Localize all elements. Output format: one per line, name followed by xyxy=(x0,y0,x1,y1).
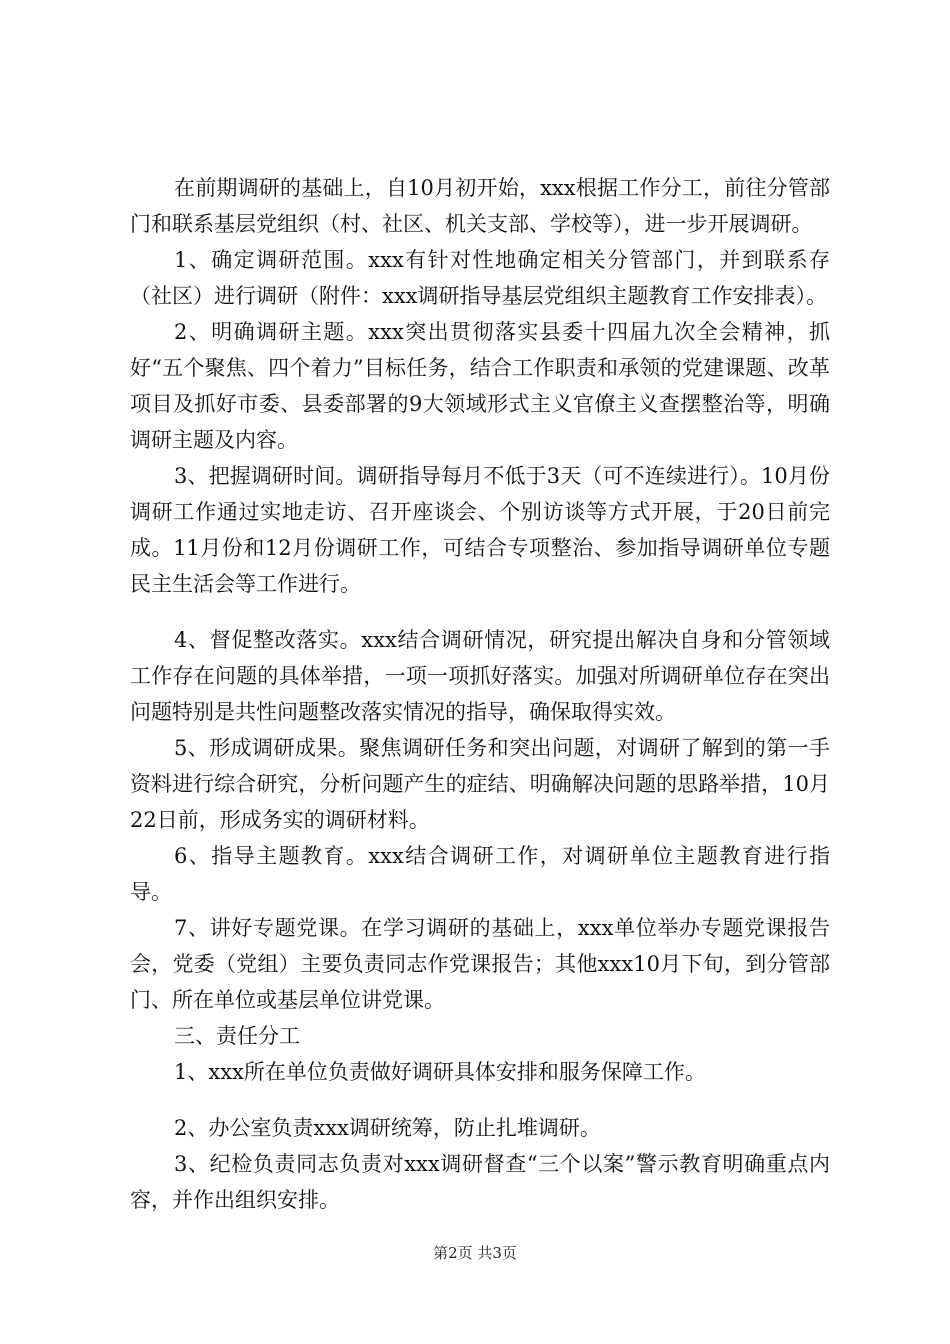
paragraph-item-3: 3、把握调研时间。调研指导每月不低于3天（可不连续进行）。10月份调研工作通过实地走访、召开座谈会、个别访谈等方式开展，于20日前完成。11月份和12月份调研工作，可结合专项整治、参加指导调研单位专题民主生活会等工作进行。 xyxy=(130,464,830,596)
paragraph-item-6: 6、指导主题教育。xxx结合调研工作，对调研单位主题教育进行指导。 xyxy=(130,844,830,904)
paragraph-item-5: 5、形成调研成果。聚焦调研任务和突出问题，对调研了解到的第一手资料进行综合研究，分析问题产生的症结、明确解决问题的思路举措，10月22日前，形成务实的调研材料。 xyxy=(130,736,830,832)
document-body xyxy=(130,170,830,1218)
paragraph-duty-1: 1、xxx所在单位负责做好调研具体安排和服务保障工作。 xyxy=(174,1060,706,1084)
paragraph-gap xyxy=(130,602,830,622)
paragraph-item-4: 4、督促整改落实。xxx结合调研情况，研究提出解决自身和分管领域工作存在问题的具体举措，一项一项抓好落实。加强对所调研单位存在突出问题特别是共性问题整改落实情况的指导，确保取得实效。 xyxy=(130,628,830,724)
section-heading-responsibility: 三、责任分工 xyxy=(174,1024,300,1048)
paragraph-duty-3: 3、纪检负责同志负责对xxx调研督查“三个以案”警示教育明确重点内容，并作出组织安排。 xyxy=(130,1152,830,1212)
paragraph-item-7: 7、讲好专题党课。在学习调研的基础上，xxx单位举办专题党课报告会，党委（党组）主要负责同志作党课报告；其他xxx10月下旬，到分管部门、所在单位或基层单位讲党课。 xyxy=(130,916,830,1012)
paragraph-item-2: 2、明确调研主题。xxx突出贯彻落实县委十四届九次全会精神，抓好“五个聚焦、四个着力”目标任务，结合工作职责和承领的党建课题、改革项目及抓好市委、县委部署的9大领域形式主义官僚主义查摆整治等，明确调研主题及内容。 xyxy=(130,320,830,452)
page-number-footer: 第2页 共3页 xyxy=(433,1244,517,1262)
paragraph-item-1: 1、确定调研范围。xxx有针对性地确定相关分管部门，并到联系存（社区）进行调研（附件：xxx调研指导基层党组织主题教育工作安排表）。 xyxy=(130,248,830,308)
paragraph-gap xyxy=(130,1090,830,1110)
paragraph-intro: 在前期调研的基础上，自10月初开始，xxx根据工作分工，前往分管部门和联系基层党组织（村、社区、机关支部、学校等），进一步开展调研。 xyxy=(130,176,830,236)
paragraph-duty-2: 2、办公室负责xxx调研统筹，防止扎堆调研。 xyxy=(174,1116,601,1140)
